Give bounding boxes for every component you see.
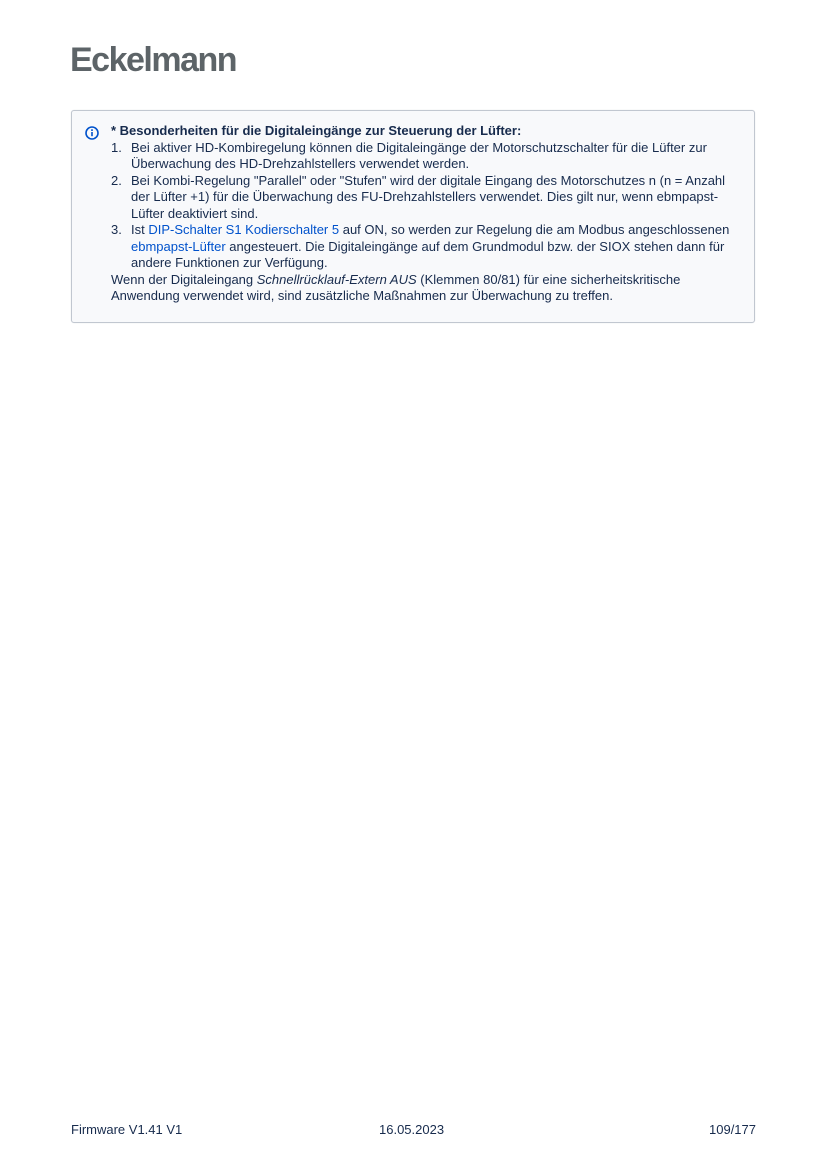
footnote-text: Wenn der Digitaleingang xyxy=(111,271,257,287)
footnote-text: (Klemmen 80/81) für eine sicherheitskritische Anwendung verwendet wird, sind zusätzliche Maßnahmen zur Überwachung zu treffen. xyxy=(111,271,681,303)
company-logo: Eckelmann xyxy=(70,41,237,79)
footer-date: 16.05.2023 xyxy=(379,1122,445,1137)
list-item xyxy=(111,140,747,173)
list-item-text: auf ON, so werden zur Regelung die am Modbus angeschlossenen xyxy=(339,222,730,237)
footer-firmware: Firmware V1.41 V1 xyxy=(71,1122,183,1137)
info-list xyxy=(111,140,747,272)
info-panel-title: * Besonderheiten für die Digitaleingänge zur Steuerung der Lüfter: xyxy=(111,123,522,138)
info-panel xyxy=(71,110,755,323)
list-item xyxy=(111,222,747,272)
list-item-text: Ist xyxy=(131,222,149,237)
info-panel-body xyxy=(111,123,747,305)
dip-switch-link[interactable]: DIP-Schalter S1 Kodierschalter 5 xyxy=(148,222,340,237)
footer-page-number: 109/177 xyxy=(709,1122,756,1137)
list-item-text: Bei aktiver HD-Kombiregelung können die Digitaleingänge der Motorschutzschalter für die Lüfter zur Überwachung des HD-Drehzahlstellers verwendet werden. xyxy=(131,139,707,171)
list-item-text: Bei Kombi-Regelung "Parallel" oder "Stufen" wird der digitale Eingang des Motorschutzes n (n = Anzahl der Lüfter +1) für die Überwachung des FU-Drehzahlstellers verwendet. Dies gilt nur, wenn ebmpapst-Lüfter deaktiviert sind. xyxy=(131,172,726,221)
info-icon xyxy=(85,126,99,140)
list-item-number: 1. xyxy=(111,139,122,155)
info-footnote xyxy=(111,272,747,305)
list-item-text: angesteuert. Die Digitaleingänge auf dem Grundmodul bzw. der SIOX stehen dann für andere Funktionen zur Verfügung. xyxy=(131,238,725,270)
list-item-number: 3. xyxy=(111,222,122,237)
list-item xyxy=(111,173,747,223)
list-item-number: 2. xyxy=(111,172,122,188)
ebmpapst-link[interactable]: ebmpapst-Lüfter xyxy=(131,238,226,254)
footnote-emphasis: Schnellrücklauf-Extern AUS xyxy=(256,271,417,287)
